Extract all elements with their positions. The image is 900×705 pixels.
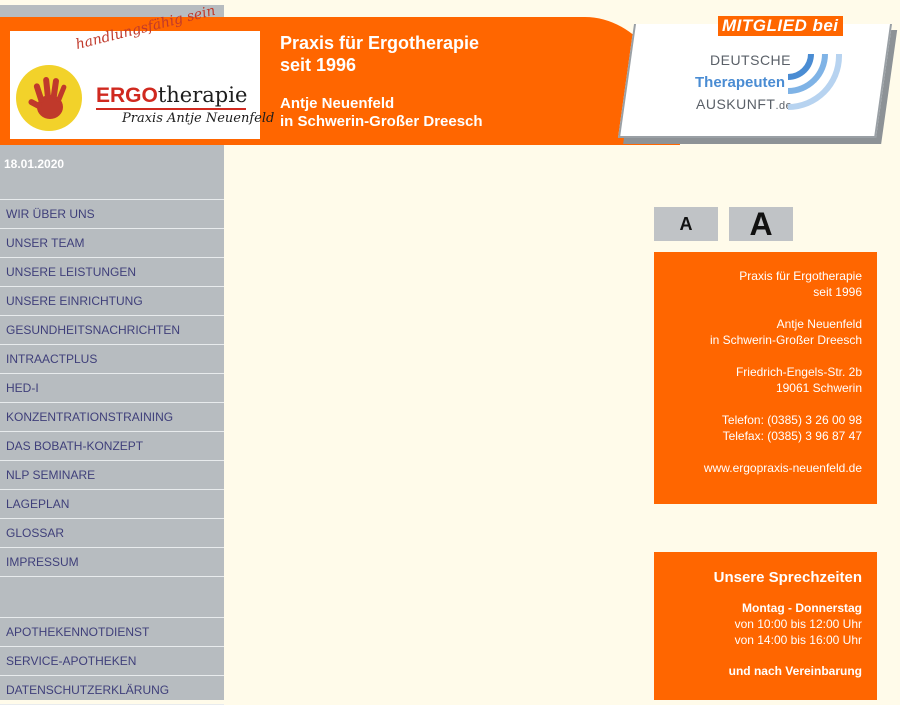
nav-item-hed-i[interactable]: HED-I xyxy=(0,373,224,402)
font-size-large-button[interactable]: A xyxy=(729,207,793,241)
logo-brand-bold: ERGO xyxy=(96,84,158,107)
nav-item-unsere-einrichtung[interactable]: UNSERE EINRICHTUNG xyxy=(0,286,224,315)
contact-phone: Telefon: (0385) 3 26 00 98 xyxy=(721,413,862,427)
header-name-line2: in Schwerin-Großer Dreesch xyxy=(280,113,483,130)
nav-item-lageplan[interactable]: LAGEPLAN xyxy=(0,489,224,518)
header-title-line1: Praxis für Ergotherapie xyxy=(280,33,480,53)
nav-item-bobath-konzept[interactable]: DAS BOBATH-KONZEPT xyxy=(0,431,224,460)
main-navigation xyxy=(0,199,224,705)
contact-fax: Telefax: (0385) 3 96 87 47 xyxy=(722,429,862,443)
nav-item-impressum[interactable]: IMPRESSUM xyxy=(0,547,224,576)
contact-line1: Praxis für Ergotherapie xyxy=(739,269,862,283)
opening-hours-box xyxy=(654,552,877,700)
logo-brand xyxy=(96,83,247,108)
logo-subtitle: Praxis Antje Neuenfeld xyxy=(122,111,275,126)
opening-hours-range1: von 10:00 bis 12:00 Uhr xyxy=(734,617,862,631)
nav-item-gesundheitsnachrichten[interactable]: GESUNDHEITSNACHRICHTEN xyxy=(0,315,224,344)
contact-location: in Schwerin-Großer Dreesch xyxy=(709,333,862,347)
nav-item-nlp-seminare[interactable]: NLP SEMINARE xyxy=(0,460,224,489)
logo-brand-rest: therapie xyxy=(157,83,248,107)
contact-name: Antje Neuenfeld xyxy=(776,317,862,331)
nav-spacer xyxy=(0,576,224,617)
nav-item-intraactplus[interactable]: INTRAACTPLUS xyxy=(0,344,224,373)
contact-line2: seit 1996 xyxy=(813,285,862,299)
nav-item-glossar[interactable]: GLOSSAR xyxy=(0,518,224,547)
nav-item-wir-ueber-uns[interactable]: WIR ÜBER UNS xyxy=(0,199,224,228)
nav-item-unser-team[interactable]: UNSER TEAM xyxy=(0,228,224,257)
nav-item-datenschutzerklaerung[interactable]: DATENSCHUTZERKLÄRUNG xyxy=(0,675,224,705)
contact-street: Friedrich-Engels-Str. 2b xyxy=(735,365,862,379)
font-size-small-button[interactable]: A xyxy=(654,207,718,241)
member-badge[interactable] xyxy=(610,14,895,146)
member-badge-title: MITGLIED bei xyxy=(718,16,843,36)
member-badge-line3-suffix: .de xyxy=(775,100,793,112)
opening-hours-title: Unsere Sprechzeiten xyxy=(713,569,862,586)
opening-hours-note: und nach Vereinbarung xyxy=(728,664,862,678)
member-badge-line3 xyxy=(696,96,792,112)
nav-item-apothekennotdienst[interactable]: APOTHEKENNOTDIENST xyxy=(0,617,224,646)
opening-hours-days: Montag - Donnerstag xyxy=(742,601,862,615)
practice-logo[interactable] xyxy=(10,2,275,139)
opening-hours-range2: von 14:00 bis 16:00 Uhr xyxy=(734,633,862,647)
contact-website-link[interactable]: www.ergopraxis-neuenfeld.de xyxy=(703,461,862,475)
header-name-line1: Antje Neuenfeld xyxy=(280,95,395,112)
header-title xyxy=(280,32,479,76)
member-badge-line3-main: AUSKUNFT xyxy=(696,96,776,112)
header-subtitle xyxy=(280,95,483,131)
contact-box xyxy=(654,252,877,504)
current-date: 18.01.2020 xyxy=(4,157,65,171)
header-title-line2: seit 1996 xyxy=(280,55,357,75)
logo-slogan: handlungsfähig sein xyxy=(74,2,218,53)
nav-item-konzentrationstraining[interactable]: KONZENTRATIONSTRAINING xyxy=(0,402,224,431)
member-badge-line1: DEUTSCHE xyxy=(710,52,792,68)
nav-item-unsere-leistungen[interactable]: UNSERE LEISTUNGEN xyxy=(0,257,224,286)
logo-underline xyxy=(96,108,246,110)
member-badge-line2: Therapeuten xyxy=(695,74,786,91)
nav-item-service-apotheken[interactable]: SERVICE-APOTHEKEN xyxy=(0,646,224,675)
contact-city: 19061 Schwerin xyxy=(775,381,862,395)
hand-logo-icon xyxy=(16,65,82,131)
